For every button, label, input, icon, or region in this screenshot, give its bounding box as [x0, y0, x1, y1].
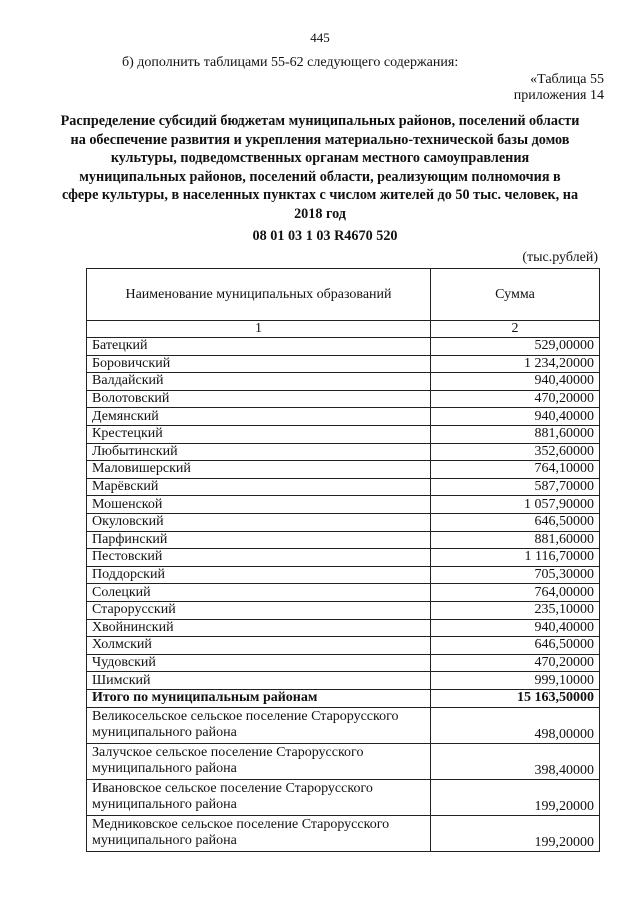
row-sum: 940,40000 — [431, 373, 600, 391]
table-row — [87, 355, 600, 373]
table-ref-line2: приложения 14 — [513, 88, 604, 103]
row-sum: 940,40000 — [431, 619, 600, 637]
table-row — [87, 443, 600, 461]
column-number: 2 — [431, 321, 600, 338]
row-sum: 235,10000 — [431, 601, 600, 619]
table-row — [87, 654, 600, 672]
row-sum: 646,50000 — [431, 637, 600, 655]
document-title: Распределение субсидий бюджетам муниципальных районов, поселений области на обеспечение развития и укрепления материально-технической базы домов культуры, подведомственных органам местного самоуправления муниципальных районов, поселений области, реализующим полномочия в сфере культуры, в населенных пунктах с числом жителей до 50 тыс. человек, на 2018 год — [60, 113, 580, 222]
table-row — [87, 584, 600, 602]
row-name: Волотовский — [87, 390, 431, 408]
row-sum: 470,20000 — [431, 654, 600, 672]
settlement-name-line1: Залучское сельское поселение Старорусского — [92, 745, 364, 761]
page-number: 445 — [310, 30, 330, 45]
row-sum: 999,10000 — [431, 672, 600, 690]
row-name: Поддорский — [87, 566, 431, 584]
total-sum: 15 163,50000 — [431, 689, 600, 707]
column-number-row — [87, 321, 600, 338]
table-row — [87, 478, 600, 496]
row-name: Солецкий — [87, 584, 431, 602]
intro-text: б) дополнить таблицами 55-62 следующего содержания: — [122, 55, 459, 70]
total-row — [87, 689, 600, 707]
row-name: Холмский — [87, 637, 431, 655]
budget-code: 08 01 03 1 03 R4670 520 — [252, 228, 398, 244]
row-name: Марёвский — [87, 478, 431, 496]
row-name: Окуловский — [87, 513, 431, 531]
settlement-name-line1: Медниковское сельское поселение Старорусского — [92, 817, 390, 833]
settlement-row — [87, 815, 600, 851]
row-sum: 1 234,20000 — [431, 355, 600, 373]
row-name: Любытинский — [87, 443, 431, 461]
row-sum: 940,40000 — [431, 408, 600, 426]
row-sum: 1 057,90000 — [431, 496, 600, 514]
row-name: Демянский — [87, 408, 431, 426]
row-sum: 352,60000 — [431, 443, 600, 461]
settlement-name-line1: Ивановское сельское поселение Старорусского — [92, 781, 373, 797]
header-sum: Сумма — [431, 269, 600, 321]
row-sum: 881,60000 — [431, 425, 600, 443]
settlement-row — [87, 779, 600, 815]
table-row — [87, 637, 600, 655]
settlement-sum: 199,20000 — [431, 779, 600, 815]
settlement-name-line2: муниципального района — [92, 761, 237, 777]
settlement-name — [87, 743, 431, 779]
row-sum: 764,10000 — [431, 461, 600, 479]
total-label: Итого по муниципальным районам — [87, 689, 431, 707]
row-name: Старорусский — [87, 601, 431, 619]
header-name: Наименование муниципальных образований — [87, 269, 431, 321]
row-name: Мошенской — [87, 496, 431, 514]
row-sum: 881,60000 — [431, 531, 600, 549]
table-row — [87, 601, 600, 619]
table-row — [87, 513, 600, 531]
row-name: Батецкий — [87, 338, 431, 356]
settlement-name-line2: муниципального района — [92, 833, 237, 849]
row-name: Валдайский — [87, 373, 431, 391]
settlement-name — [87, 707, 431, 743]
row-name: Шимский — [87, 672, 431, 690]
table-row — [87, 619, 600, 637]
table-row — [87, 461, 600, 479]
row-name: Хвойнинский — [87, 619, 431, 637]
row-name: Маловишерский — [87, 461, 431, 479]
subsidy-table — [86, 268, 600, 852]
settlement-name — [87, 779, 431, 815]
row-sum: 470,20000 — [431, 390, 600, 408]
row-name: Пестовский — [87, 549, 431, 567]
table-row — [87, 566, 600, 584]
table-row — [87, 496, 600, 514]
table-header-row — [87, 269, 600, 321]
table-row — [87, 425, 600, 443]
table-row — [87, 531, 600, 549]
row-sum: 587,70000 — [431, 478, 600, 496]
settlement-name — [87, 815, 431, 851]
table-row — [87, 373, 600, 391]
column-number: 1 — [87, 321, 431, 338]
settlement-sum: 199,20000 — [431, 815, 600, 851]
units-label: (тыс.рублей) — [522, 250, 598, 265]
row-sum: 1 116,70000 — [431, 549, 600, 567]
row-name: Чудовский — [87, 654, 431, 672]
settlement-row — [87, 707, 600, 743]
row-sum: 646,50000 — [431, 513, 600, 531]
table-row — [87, 390, 600, 408]
table-row — [87, 408, 600, 426]
settlement-row — [87, 743, 600, 779]
row-name: Крестецкий — [87, 425, 431, 443]
table-row — [87, 549, 600, 567]
settlement-name-line2: муниципального района — [92, 797, 237, 813]
settlement-name-line1: Великосельское сельское поселение Старорусского — [92, 709, 399, 725]
table-row — [87, 338, 600, 356]
table-row — [87, 672, 600, 690]
row-sum: 705,30000 — [431, 566, 600, 584]
row-sum: 529,00000 — [431, 338, 600, 356]
table-ref-line1: «Таблица 55 — [530, 72, 604, 87]
row-name: Боровичский — [87, 355, 431, 373]
row-sum: 764,00000 — [431, 584, 600, 602]
settlement-name-line2: муниципального района — [92, 725, 237, 741]
settlement-sum: 398,40000 — [431, 743, 600, 779]
row-name: Парфинский — [87, 531, 431, 549]
settlement-sum: 498,00000 — [431, 707, 600, 743]
table-reference — [514, 72, 604, 104]
